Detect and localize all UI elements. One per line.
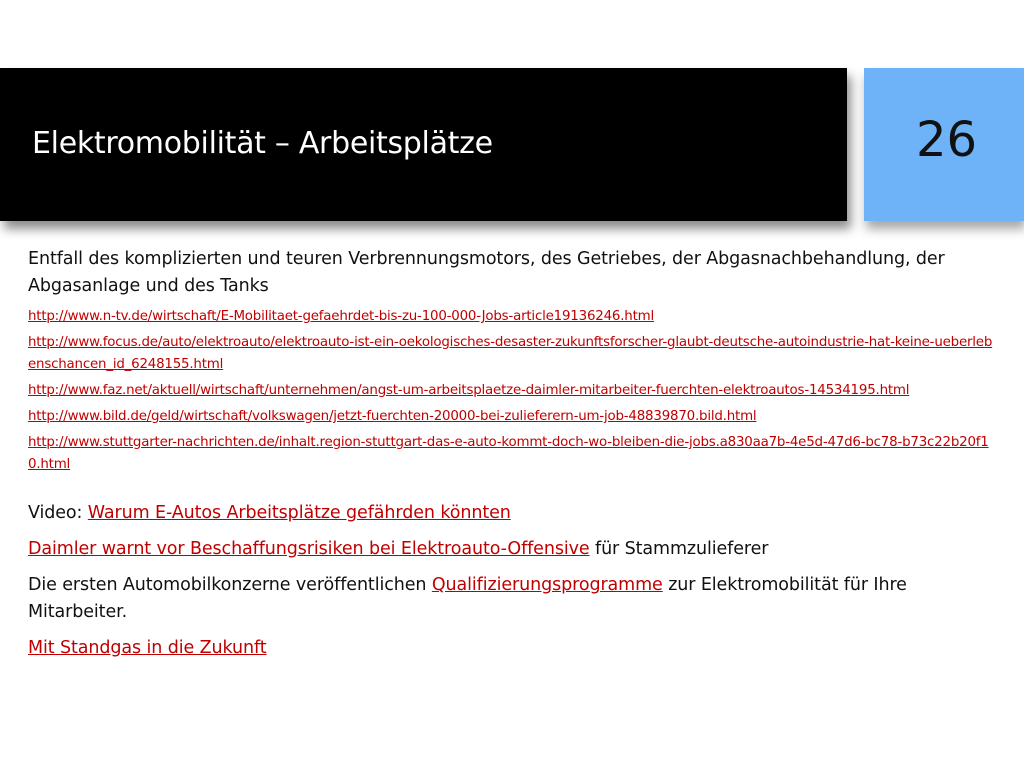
title-bar [0,68,847,221]
spacer [28,480,998,500]
daimler-link[interactable]: Daimler warnt vor Beschaffungsrisiken bei Elektroauto-Offensive [28,539,590,559]
qualifizierung-prefix: Die ersten Automobilkonzerne veröffentlichen [28,575,432,595]
daimler-paragraph [28,536,998,563]
slide-title: Elektromobilität – Arbeitsplätze [32,126,493,161]
slide-number-box [864,68,1024,221]
link-ntv[interactable]: http://www.n-tv.de/wirtschaft/E-Mobilitaet-gefaehrdet-bis-zu-100-000-Jobs-article19136246.html [28,309,654,324]
daimler-suffix: für Stammzulieferer [589,539,769,559]
video-prefix: Video: [28,503,88,523]
slide-number: 26 [916,112,978,168]
qualifizierung-paragraph [28,572,998,626]
video-link[interactable]: Warum E-Autos Arbeitsplätze gefährden könnten [87,503,511,523]
intro-text: Entfall des komplizierten und teuren Verbrennungsmotors, des Getriebes, der Abgasnachbehandlung, der Abgasanlage und des Tanks [28,249,945,296]
link-bild[interactable]: http://www.bild.de/geld/wirtschaft/volkswagen/jetzt-fuerchten-20000-bei-zulieferern-um-job-48839870.bild.html [28,409,757,424]
link-stuttgarter[interactable]: http://www.stuttgarter-nachrichten.de/inhalt.region-stuttgart-das-e-auto-kommt-doch-wo-bleiben-die-jobs.a830aa7b-4e5d-47d6-bc78-b73c22b20f10.html [28,435,989,472]
slide-content [28,246,998,671]
link-faz[interactable]: http://www.faz.net/aktuell/wirtschaft/unternehmen/angst-um-arbeitsplaetze-daimler-mitarbeiter-fuerchten-elektroautos-14534195.html [28,383,910,398]
link-focus[interactable]: http://www.focus.de/auto/elektroauto/elektroauto-ist-ein-oekologisches-desaster-zukunftsforscher-glaubt-deutsche-autoindustrie-hat-keine-ueberlebenschancen_id_6248155.html [28,335,993,372]
qualifizierung-suffix: zur Elektromobilität für Ihre Mitarbeiter. [28,575,907,622]
qualifizierung-link[interactable]: Qualifizierungsprogramme [431,575,663,595]
video-paragraph [28,500,998,527]
standgas-paragraph [28,635,998,662]
standgas-link[interactable]: Mit Standgas in die Zukunft [28,638,267,658]
